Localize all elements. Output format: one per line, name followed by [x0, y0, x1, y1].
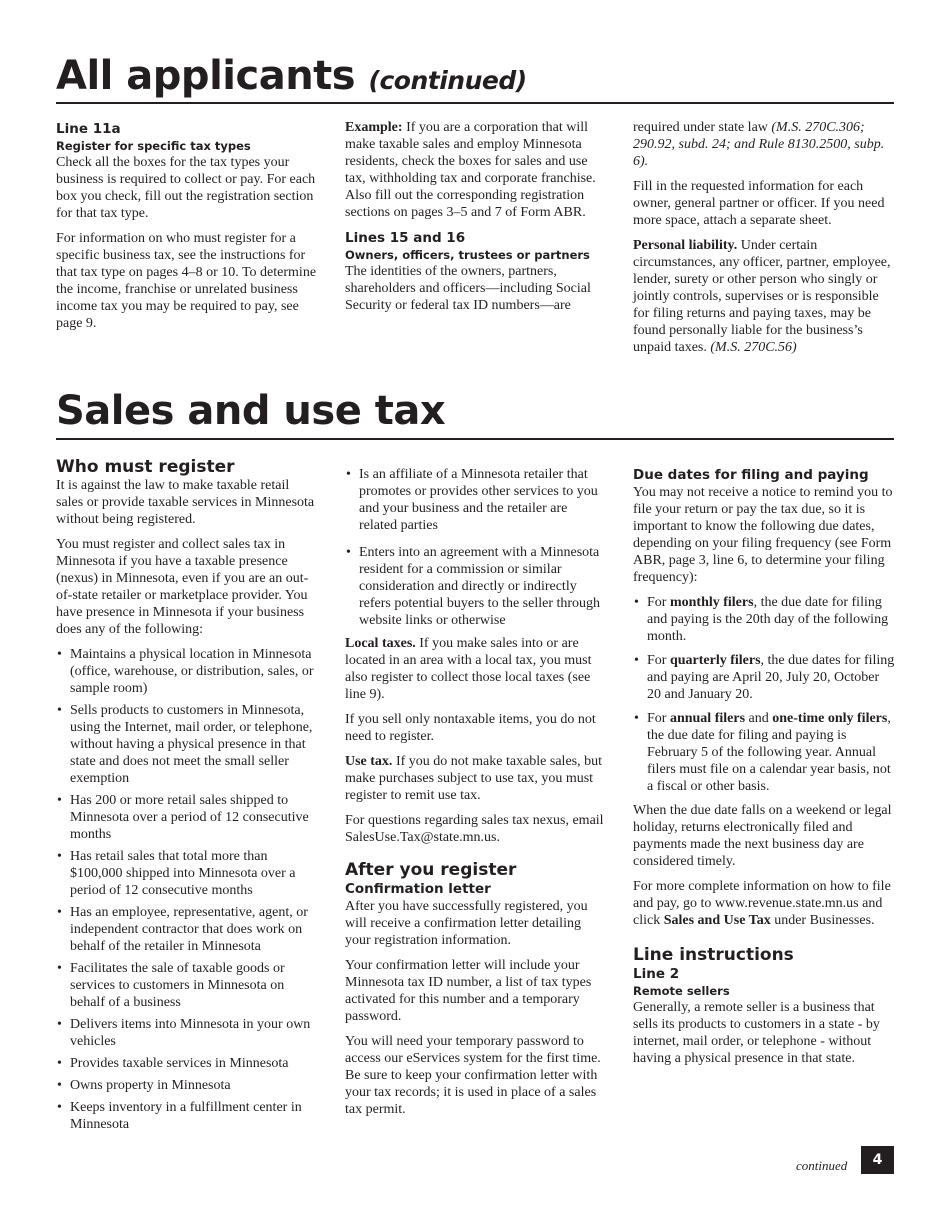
list-item: • Is an affiliate of a Minnesota retailer that promotes or provides other services to you and your business and the retailer are related parties: [345, 466, 607, 534]
list-item: • Enters into an agreement with a Minnesota resident for a commission or similar consideration and directly or indirectly refers potential buyers to the seller through website links or otherwise: [345, 544, 607, 629]
paragraph: When the due date falls on a weekend or legal holiday, returns electronically filed and payments made the next business day are considered timely.: [633, 803, 892, 869]
example-text: If you are a corporation that will make taxable sales and employ Minnesota residents, check the boxes for sales and use tax, withholding tax and corporate franchise. Also fill out the corresponding registration sections on pages 3–5 and 7 of Form ABR.: [345, 120, 596, 220]
subheading-register-specific: Register for specific tax types: [56, 139, 251, 153]
section-rule: [56, 438, 894, 440]
list-item: • Keeps inventory in a fulfillment center in Minnesota: [56, 1099, 318, 1133]
page-number: 4: [861, 1146, 894, 1174]
sales-column-3: [633, 466, 895, 1075]
heading-who-must-register: Who must register: [56, 457, 235, 477]
personal-liability-paragraph: [633, 237, 895, 356]
text: , the due dates for filing and paying are April 20, July 20, October 20 and January 20.: [647, 653, 895, 702]
list-item: • Maintains a physical location in Minnesota (office, warehouse, or distribution, sales, or sample room): [56, 646, 318, 697]
example-label: Example:: [345, 120, 403, 135]
citation: (M.S. 270C.56): [710, 340, 797, 355]
presence-list: [56, 646, 318, 1133]
paragraph: After you have successfully registered, you will receive a confirmation letter detailing your registration information.: [345, 899, 588, 948]
sales-column-2: [345, 466, 607, 1126]
text: Under certain circumstances, any officer, partner, employee, lender, surety or other person who singly or jointly controls, supervises or is responsible for filing returns and paying taxes, may be found personally liable for the business’s unpaid taxes.: [633, 238, 891, 355]
heading-lines-15-16: Lines 15 and 16: [345, 230, 466, 246]
example-paragraph: [345, 119, 607, 221]
personal-liability-label: Personal liability.: [633, 238, 738, 253]
paragraph: For information on who must register for a specific business tax, see the instructions for that tax type on pages 4–8 or 10. To determine the income, franchise or unrelated business income tax you may be required to pay, see page 9.: [56, 231, 317, 331]
text: under Businesses.: [770, 913, 875, 928]
subheading-remote-sellers: Remote sellers: [633, 984, 730, 998]
text: , the due date for filing and paying is the 20th day of the following month.: [647, 595, 889, 644]
list-item: [633, 710, 895, 795]
paragraph: For questions regarding sales tax nexus, email SalesUse.Tax@state.mn.us.: [345, 813, 604, 845]
section-title-sales-use-tax: Sales and use tax: [56, 388, 446, 434]
list-item: • Owns property in Minnesota: [56, 1077, 318, 1094]
text: For: [647, 711, 670, 726]
use-tax-label: Use tax.: [345, 754, 393, 769]
local-taxes-paragraph: [345, 635, 607, 703]
text: and: [745, 711, 773, 726]
text: For: [647, 653, 670, 668]
paragraph: You may not receive a notice to remind you to file your return or pay the tax due, so it is important to know the following due dates, depending on your filing frequency (see Form ABR, page 3, line 6, to determine your filing frequency):: [633, 485, 893, 585]
page-title-all-applicants: [56, 52, 527, 105]
bold-text: annual filers: [669, 711, 746, 726]
list-item: • Has 200 or more retail sales shipped to Minnesota over a period of 12 consecutive months: [56, 792, 318, 843]
heading-after-you-register: After you register: [345, 860, 517, 880]
paragraph: Check all the boxes for the tax types your business is required to collect or pay. For each box you check, fill out the registration section for that tax type.: [56, 155, 316, 221]
paragraph: You will need your temporary password to access our eServices system for the first time. Be sure to keep your confirmation letter with your tax records; it is used in place of a sales tax permit.: [345, 1034, 601, 1117]
text: If you make sales into or are located in an area with a local tax, you must also register to collect those local taxes (see line 9).: [345, 636, 592, 702]
list-item: • Sells products to customers in Minnesota, using the Internet, mail order, or telephone, without having a physical presence in that state and does not meet the small seller exemption: [56, 702, 318, 787]
list-item: • Provides taxable services in Minnesota: [56, 1055, 318, 1072]
bold-text: monthly filers: [669, 595, 754, 610]
due-dates-list: [633, 594, 895, 795]
citation: (M.S. 270C.306; 290.92, subd. 24; and Rule 8130.2500, subp. 6).: [633, 120, 885, 169]
subheading-owners: Owners, officers, trustees or partners: [345, 248, 590, 262]
heading-line-11a: Line 11a: [56, 121, 121, 137]
top-column-2: [345, 119, 607, 322]
heading-line-instructions: Line instructions: [633, 945, 794, 965]
top-column-1: [56, 120, 318, 340]
presence-list-continued: [345, 466, 607, 629]
text: For: [647, 595, 670, 610]
text: For more complete information on how to file and pay, go to www.revenue.state.mn.us and click: [633, 879, 891, 928]
list-item: • Facilitates the sale of taxable goods or services to customers in Minnesota on behalf of a business: [56, 960, 318, 1011]
list-item: [633, 594, 895, 645]
bold-text: one-time only filers: [772, 711, 888, 726]
list-item: • Has retail sales that total more than $100,000 shipped into Minnesota over a period of 12 consecutive months: [56, 848, 318, 899]
paragraph: [633, 878, 895, 929]
paragraph: If you sell only nontaxable items, you do not need to register.: [345, 712, 596, 744]
continued-label: continued: [796, 1158, 848, 1173]
text: , the due date for filing and paying is February 5 of the following year. Annual filers must file on a calendar year basis, not a fiscal or other basis.: [647, 711, 891, 794]
title-rule: [56, 102, 894, 104]
heading-line-2: Line 2: [633, 966, 680, 982]
paragraph: Generally, a remote seller is a business that sells its products to customers in a state - by internet, mail order, or telephone - without having a physical presence in that state.: [633, 1000, 880, 1066]
top-column-3: [633, 119, 895, 364]
text: required under state law: [633, 120, 772, 135]
bold-text: quarterly filers: [669, 653, 761, 668]
title-suffix: (continued): [368, 66, 527, 95]
title-main: All applicants: [56, 53, 356, 99]
list-item: [633, 652, 895, 703]
paragraph: Your confirmation letter will include your Minnesota tax ID number, a list of tax types activated for this number and a temporary password.: [345, 958, 592, 1024]
bold-text: Sales and Use Tax: [663, 913, 771, 928]
list-item: • Has an employee, representative, agent, or independent contractor that does work on behalf of the retailer in Minnesota: [56, 904, 318, 955]
subheading-confirmation-letter: Confirmation letter: [345, 881, 491, 897]
heading-due-dates: Due dates for filing and paying: [633, 467, 869, 483]
use-tax-paragraph: [345, 753, 607, 804]
sales-column-1: [56, 457, 318, 1139]
paragraph: Fill in the requested information for each owner, general partner or officer. If you need more space, attach a separate sheet.: [633, 179, 885, 228]
list-item: • Delivers items into Minnesota in your own vehicles: [56, 1016, 318, 1050]
paragraph: The identities of the owners, partners, shareholders and officers—including Social Security or federal tax ID numbers—are: [345, 264, 591, 313]
paragraph: [633, 119, 895, 170]
local-taxes-label: Local taxes.: [345, 636, 416, 651]
text: If you do not make taxable sales, but make purchases subject to use tax, you must register to remit use tax.: [345, 754, 602, 803]
paragraph: It is against the law to make taxable retail sales or provide taxable services in Minnesota without being registered.: [56, 478, 315, 527]
paragraph: You must register and collect sales tax in Minnesota if you have a taxable presence (nexus) in Minnesota, even if you are an out-of-state retailer or marketplace provider. You have presence in Minnesota if your business does any of the following:: [56, 537, 309, 637]
